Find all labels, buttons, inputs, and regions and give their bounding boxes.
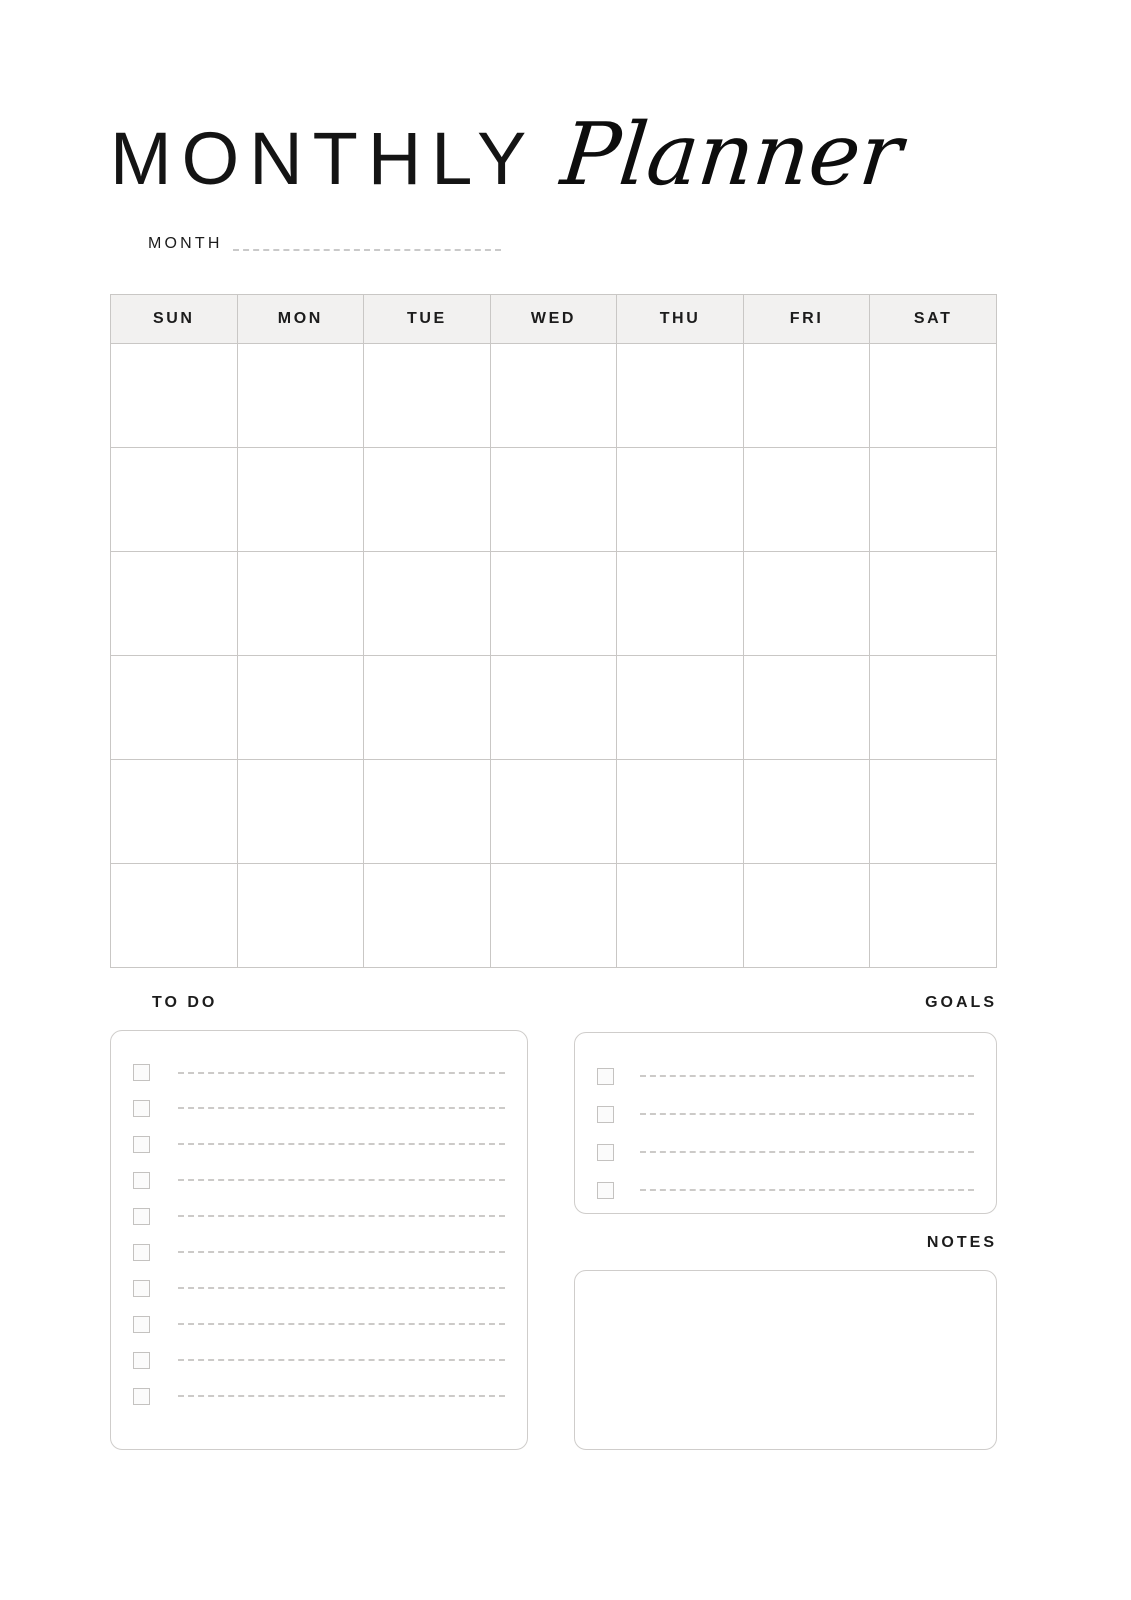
calendar-day-cell[interactable] [237,864,364,968]
calendar-header-row [111,295,997,344]
calendar-day-cell[interactable] [490,656,617,760]
calendar-week-row [111,552,997,656]
calendar-day-cell[interactable] [111,760,238,864]
calendar-day-cell[interactable] [364,552,491,656]
month-label: MONTH [148,235,223,252]
weekday-header-fri: FRI [743,295,870,344]
checkbox-icon[interactable] [133,1352,150,1369]
calendar-day-cell[interactable] [743,448,870,552]
calendar-day-cell[interactable] [490,864,617,968]
calendar-day-cell[interactable] [490,552,617,656]
calendar-day-cell[interactable] [237,448,364,552]
todo-item[interactable] [133,1198,505,1234]
checkbox-icon[interactable] [133,1100,150,1117]
checkbox-icon[interactable] [597,1144,614,1161]
todo-item[interactable] [133,1270,505,1306]
calendar-day-cell[interactable] [364,448,491,552]
checkbox-icon[interactable] [133,1136,150,1153]
todo-item-line[interactable] [178,1395,505,1397]
todo-item[interactable] [133,1306,505,1342]
weekday-header-sat: SAT [870,295,997,344]
weekday-header-wed: WED [490,295,617,344]
calendar-day-cell[interactable] [237,760,364,864]
title-main-text: MONTHLY [110,117,537,200]
goal-item[interactable] [597,1171,974,1209]
todo-item[interactable] [133,1090,505,1126]
goal-item-line[interactable] [640,1189,974,1191]
todo-item-line[interactable] [178,1143,505,1145]
todo-item-line[interactable] [178,1251,505,1253]
checkbox-icon[interactable] [597,1182,614,1199]
calendar-day-cell[interactable] [364,760,491,864]
checkbox-icon[interactable] [133,1172,150,1189]
calendar-day-cell[interactable] [237,552,364,656]
weekday-header-mon: MON [237,295,364,344]
calendar-day-cell[interactable] [111,552,238,656]
calendar-day-cell[interactable] [743,864,870,968]
calendar-day-cell[interactable] [870,344,997,448]
todo-item-line[interactable] [178,1323,505,1325]
calendar-day-cell[interactable] [870,656,997,760]
calendar-week-row [111,344,997,448]
calendar-day-cell[interactable] [111,448,238,552]
calendar-day-cell[interactable] [364,864,491,968]
todo-item[interactable] [133,1378,505,1414]
calendar-week-row [111,656,997,760]
month-input-line[interactable] [233,249,501,251]
checkbox-icon[interactable] [133,1280,150,1297]
checkbox-icon[interactable] [597,1068,614,1085]
calendar-day-cell[interactable] [111,656,238,760]
goal-item-line[interactable] [640,1151,974,1153]
todo-item-line[interactable] [178,1179,505,1181]
todo-item[interactable] [133,1126,505,1162]
weekday-header-tue: TUE [364,295,491,344]
goal-item[interactable] [597,1095,974,1133]
calendar-day-cell[interactable] [617,760,744,864]
goals-caption: GOALS [925,994,997,1011]
notes-caption: NOTES [926,1234,997,1251]
todo-item[interactable] [133,1055,505,1090]
calendar-day-cell[interactable] [617,864,744,968]
calendar-day-cell[interactable] [364,656,491,760]
weekday-header-sun: SUN [111,295,238,344]
todo-item-line[interactable] [178,1359,505,1361]
goal-item[interactable] [597,1057,974,1095]
calendar-day-cell[interactable] [490,344,617,448]
todo-item-line[interactable] [178,1287,505,1289]
title-script-text: Planner [557,105,908,205]
todo-item[interactable] [133,1162,505,1198]
todo-item-line[interactable] [178,1215,505,1217]
calendar-day-cell[interactable] [743,760,870,864]
goal-item[interactable] [597,1133,974,1171]
weekday-header-thu: THU [617,295,744,344]
checkbox-icon[interactable] [133,1316,150,1333]
calendar-day-cell[interactable] [237,344,364,448]
calendar-day-cell[interactable] [870,864,997,968]
calendar-day-cell[interactable] [617,656,744,760]
notes-panel[interactable] [574,1270,997,1450]
goal-item-line[interactable] [640,1075,974,1077]
calendar-day-cell[interactable] [617,552,744,656]
todo-panel [110,1030,528,1450]
calendar-grid [110,294,997,968]
calendar-day-cell[interactable] [743,552,870,656]
calendar-day-cell[interactable] [870,552,997,656]
calendar-day-cell[interactable] [237,656,364,760]
calendar-week-row [111,864,997,968]
calendar-day-cell[interactable] [490,448,617,552]
goals-panel [574,1032,997,1214]
checkbox-icon[interactable] [133,1064,150,1081]
calendar-week-row [111,448,997,552]
calendar-day-cell[interactable] [743,656,870,760]
checkbox-icon[interactable] [133,1244,150,1261]
calendar-day-cell[interactable] [490,760,617,864]
calendar-day-cell[interactable] [870,760,997,864]
calendar-day-cell[interactable] [364,344,491,448]
todo-item-line[interactable] [178,1107,505,1109]
checkbox-icon[interactable] [597,1106,614,1123]
calendar-day-cell[interactable] [617,448,744,552]
calendar-day-cell[interactable] [870,448,997,552]
calendar-day-cell[interactable] [111,344,238,448]
calendar-week-row [111,760,997,864]
page-title [110,105,1020,205]
goal-item-line[interactable] [640,1113,974,1115]
todo-item[interactable] [133,1234,505,1270]
todo-caption: TO DO [152,994,218,1011]
todo-item-line[interactable] [178,1072,505,1074]
calendar-day-cell[interactable] [617,344,744,448]
checkbox-icon[interactable] [133,1388,150,1405]
todo-item[interactable] [133,1342,505,1378]
checkbox-icon[interactable] [133,1208,150,1225]
calendar-day-cell[interactable] [743,344,870,448]
calendar-day-cell[interactable] [111,864,238,968]
calendar-body [111,344,997,968]
month-field[interactable] [148,236,501,254]
